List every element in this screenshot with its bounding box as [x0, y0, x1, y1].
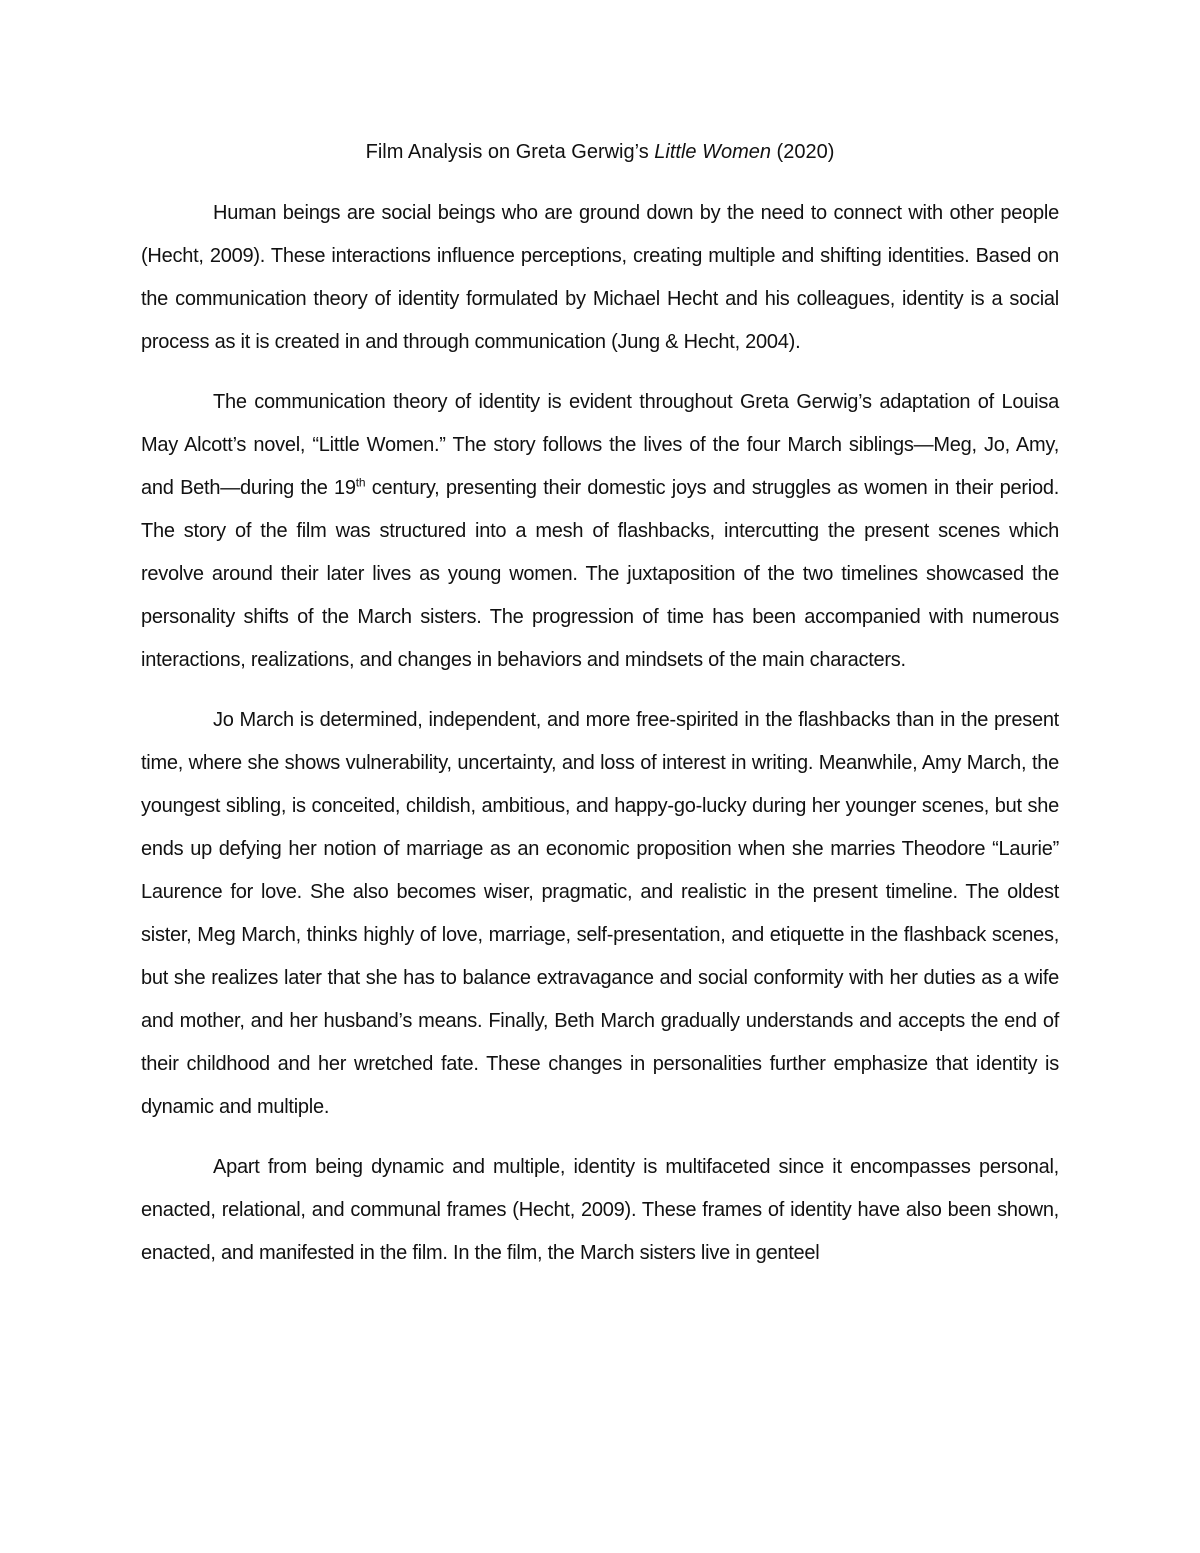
document-page [141, 140, 1059, 1292]
paragraph-4: Apart from being dynamic and multiple, identity is multifaceted since it encompasses personal, enacted, relational, and communal frames (Hecht, 2009). These frames of identity have also been shown, enacted, and manifested in the film. In the film, the March sisters live in genteel [141, 1156, 1059, 1264]
document-title [141, 140, 1059, 164]
title-italic: Little Women [654, 141, 771, 163]
paragraph-2-text-b: century, presenting their domestic joys and struggles as women in their period. The story of the film was structured into a mesh of flashbacks, intercutting the present scenes which revolve around their later lives as young women. The juxtaposition of the two timelines showcased the personality shifts of the March sisters. The progression of time has been accompanied with numerous interactions, realizations, and changes in behaviors and mindsets of the main characters. [141, 477, 1059, 671]
paragraph-2 [141, 381, 1059, 682]
paragraph-2-text-a: The communication theory of identity is evident throughout Greta Gerwig’s adaptation of Louisa May Alcott’s novel, “Little Women.” The story follows the lives of the four March siblings—Meg, Jo, Amy, and Beth—during the 19 [141, 391, 1059, 499]
paragraph-1: Human beings are social beings who are ground down by the need to connect with other people (Hecht, 2009). These interactions influence perceptions, creating multiple and shifting identities. Based on the communication theory of identity formulated by Michael Hecht and his colleagues, identity is a social process as it is created in and through communication (Jung & Hecht, 2004). [141, 202, 1059, 353]
title-suffix: (2020) [770, 141, 835, 163]
title-prefix: Film Analysis on Greta Gerwig’s [365, 141, 655, 163]
ordinal-superscript: th [355, 475, 366, 490]
paragraph-3: Jo March is determined, independent, and more free-spirited in the flashbacks than in the present time, where she shows vulnerability, uncertainty, and loss of interest in writing. Meanwhile, Amy March, the youngest sibling, is conceited, childish, ambitious, and happy-go-lucky during her younger scenes, but she ends up defying her notion of marriage as an economic proposition when she marries Theodore “Laurie” Laurence for love. She also becomes wiser, pragmatic, and realistic in the present timeline. The oldest sister, Meg March, thinks highly of love, marriage, self-presentation, and etiquette in the flashback scenes, but she realizes later that she has to balance extravagance and social conformity with her duties as a wife and mother, and her husband’s means. Finally, Beth March gradually understands and accepts the end of their childhood and her wretched fate. These changes in personalities further emphasize that identity is dynamic and multiple. [141, 709, 1059, 1118]
